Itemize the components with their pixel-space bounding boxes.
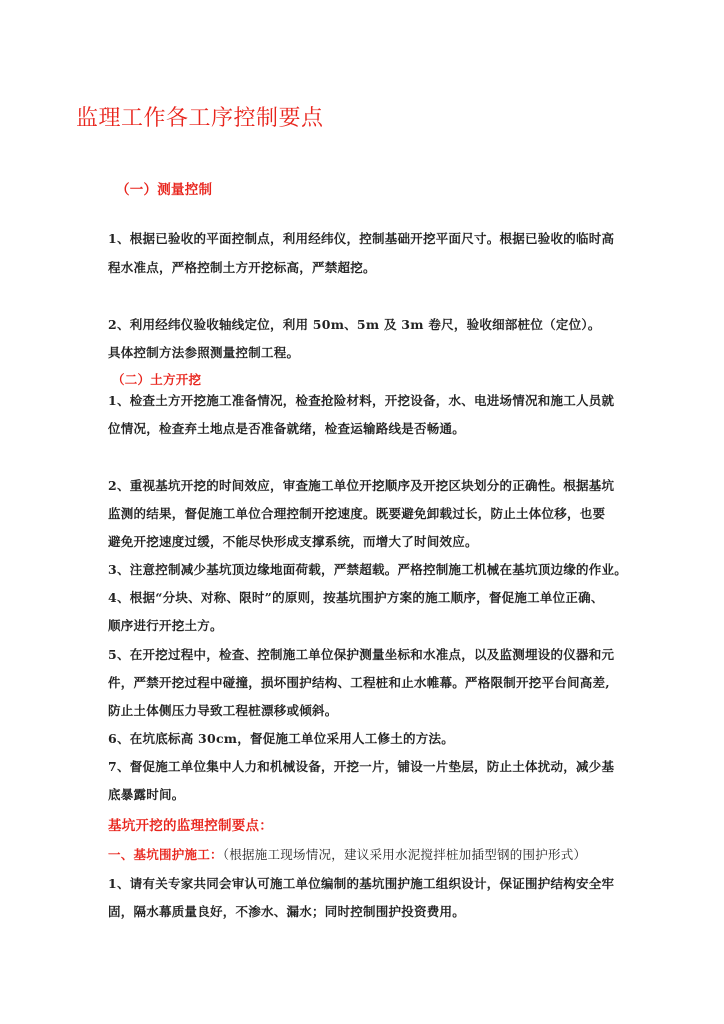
sub-heading-note: （根据施工现场情况，建议采用水泥搅拌桩加插型钢的围护形式） [222,847,587,862]
paragraph-line: 2、重视基坑开挖的时间效应，审查施工单位开挖顺序及开挖区块划分的正确性。根据基坑 [108,478,615,493]
paragraph-line: 1、检查土方开挖施工准备情况，检查抢险材料，开挖设备，水、电进场情况和施工人员就 [108,393,615,408]
paragraph-line: 1、根据已验收的平面控制点，利用经纬仪，控制基础开挖平面尺寸。根据已验收的临时高 [108,231,615,246]
section-heading-survey: （一）测量控制 [116,182,213,198]
paragraph-line: 固，隔水幕质量良好，不渗水、漏水；同时控制围护投资费用。 [108,904,466,919]
section-heading-excavation: （二）土方开挖 [112,372,202,387]
paragraph-line: 防止土体侧压力导致工程桩漂移或倾斜。 [108,703,338,718]
paragraph-line: 1、请有关专家共同会审认可施工单位编制的基坑围护施工组织设计，保证围护结构安全牢 [108,876,615,891]
paragraph-line: 程水准点，严格控制土方开挖标高，严禁超挖。 [108,260,376,275]
section-heading-pit-control: 基坑开挖的监理控制要点： [108,818,273,834]
paragraph-line: 具体控制方法参照测量控制工程。 [108,345,300,360]
sub-heading-line [108,845,586,863]
sub-heading: 一、基坑围护施工： [108,847,223,862]
page-title: 监理工作各工序控制要点 [76,106,324,131]
paragraph-line: 底暴露时间。 [108,787,185,802]
paragraph-line: 2、利用经纬仪验收轴线定位，利用 50m、5m 及 3m 卷尺，验收细部桩位（定位）。 [108,317,601,332]
paragraph-line: 位情况，检查弃土地点是否准备就绪，检查运输路线是否畅通。 [108,421,466,436]
paragraph-line: 3、注意控制减少基坑顶边缘地面荷载，严禁超载。严格控制施工机械在基坑顶边缘的作业。 [108,562,627,577]
paragraph-line: 5、在开挖过程中，检查、控制施工单位保护测量坐标和水准点，以及监测埋设的仪器和元 [108,647,615,662]
paragraph-line: 6、在坑底标高 30cm，督促施工单位采用人工修土的方法。 [108,731,455,746]
paragraph-line: 7、督促施工单位集中人力和机械设备，开挖一片，铺设一片垫层，防止土体扰动，减少基 [108,759,615,774]
paragraph-line: 4、根据“分块、对称、限时”的原则，按基坑围护方案的施工顺序，督促施工单位正确、 [108,590,604,605]
paragraph-line: 件，严禁开挖过程中碰撞，损坏围护结构、工程桩和止水帷幕。严格限制开挖平台间高差, [108,675,610,690]
paragraph-line: 监测的结果，督促施工单位合理控制开挖速度。既要避免卸载过长，防止土体位移，也要 [108,506,606,521]
paragraph-line: 顺序进行开挖土方。 [108,618,223,633]
paragraph-line: 避免开挖速度过缓，不能尽快形成支撑系统，而增大了时间效应。 [108,534,478,549]
